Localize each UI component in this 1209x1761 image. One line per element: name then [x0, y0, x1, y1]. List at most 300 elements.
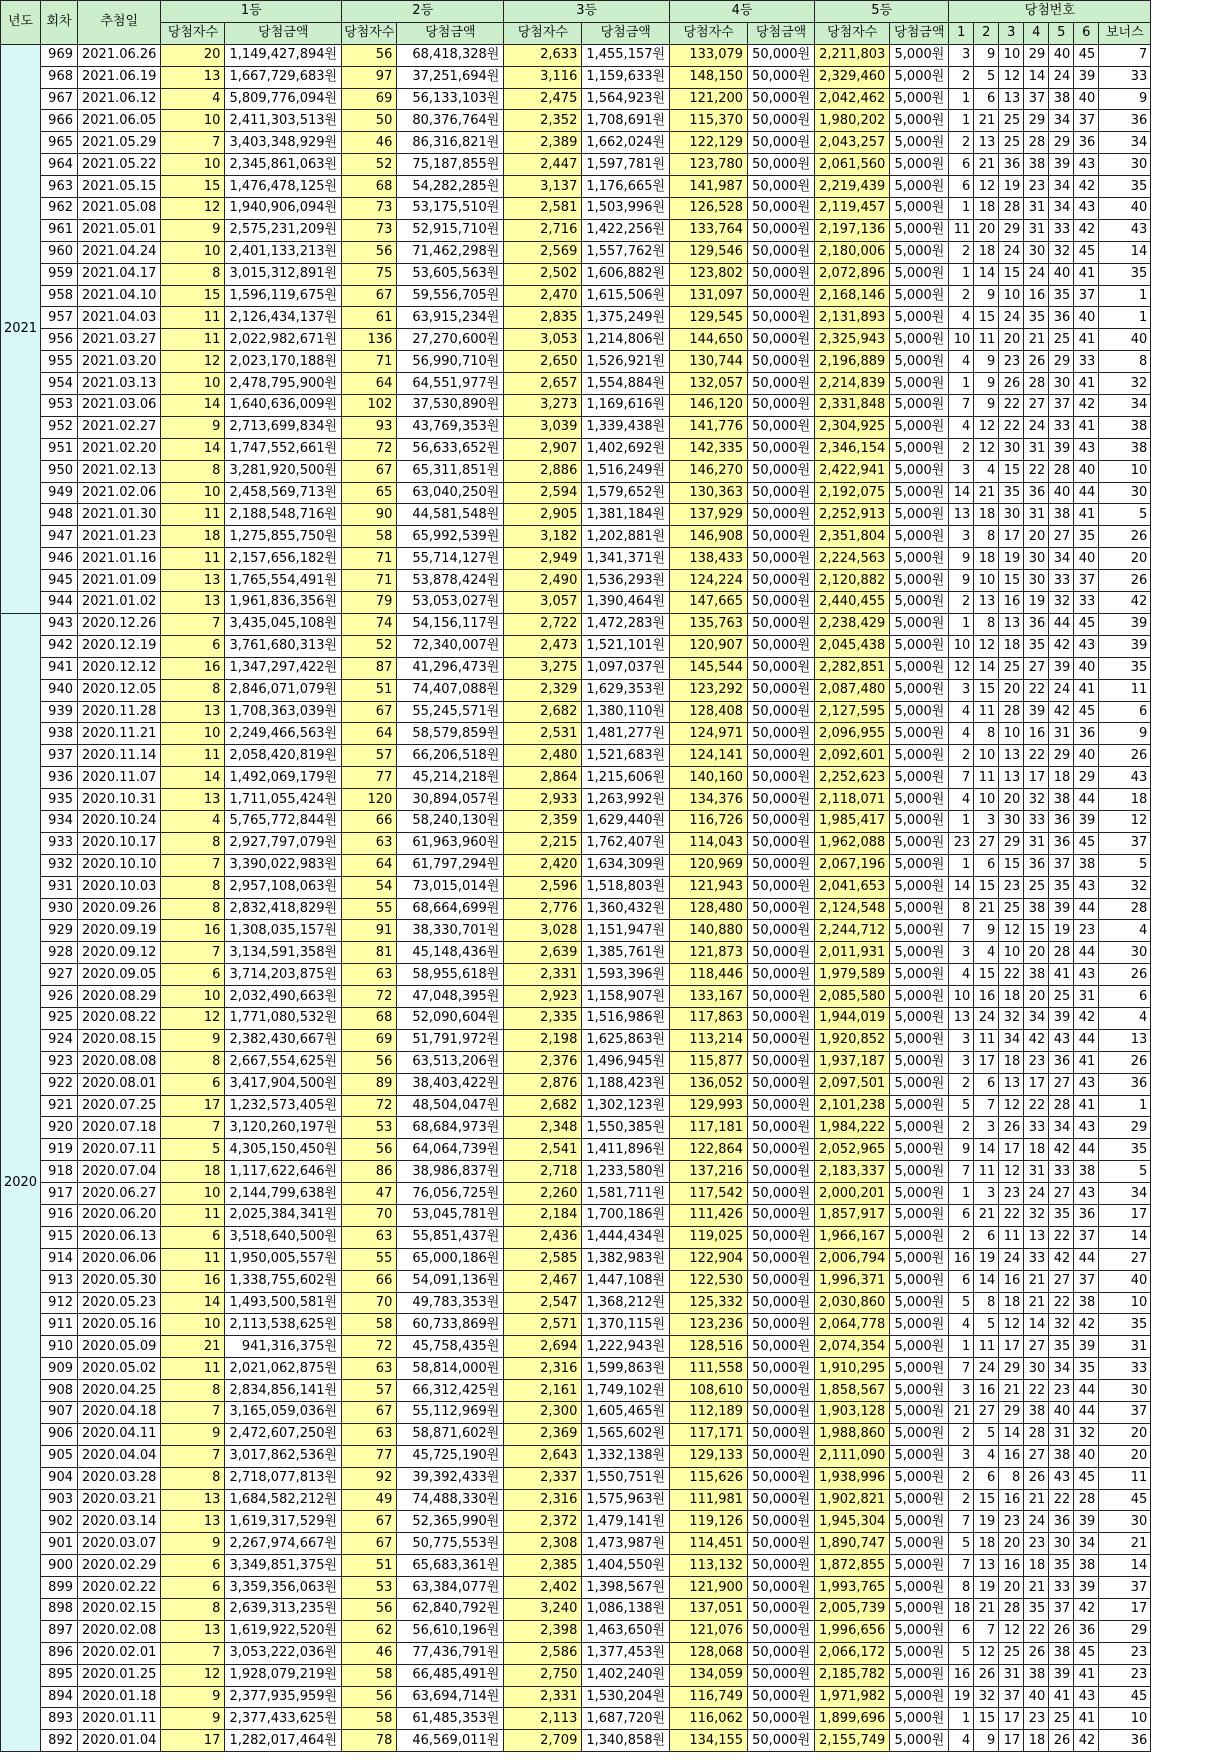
num-6-cell: 35: [1074, 526, 1099, 548]
num-3-cell: 12: [999, 66, 1024, 88]
num-1-cell: 1: [949, 110, 974, 132]
num-6-cell: 43: [1074, 154, 1099, 176]
round-cell: 955: [41, 351, 78, 373]
bonus-cell: 7: [1099, 44, 1151, 66]
round-cell: 916: [41, 1204, 78, 1226]
amount-4-cell: 50,000원: [748, 592, 815, 614]
num-6-cell: 36: [1074, 1204, 1099, 1226]
num-1-cell: 3: [949, 526, 974, 548]
round-cell: 932: [41, 854, 78, 876]
num-5-cell: 36: [1049, 307, 1074, 329]
amount-1-cell: 2,377,433,625원: [225, 1708, 342, 1730]
table-row: [1, 1664, 1151, 1686]
amount-3-cell: 1,214,806원: [582, 329, 670, 351]
num-3-cell: 16: [999, 1555, 1024, 1577]
table-row: [1, 373, 1151, 395]
header-winners-2: 당첨자수: [342, 22, 397, 44]
winners-5-cell: 2,238,429: [815, 613, 890, 635]
amount-2-cell: 58,240,130원: [397, 810, 504, 832]
amount-1-cell: 1,928,079,219원: [225, 1664, 342, 1686]
winners-5-cell: 1,945,304: [815, 1511, 890, 1533]
table-row: [1, 1445, 1151, 1467]
amount-4-cell: 50,000원: [748, 964, 815, 986]
winners-2-cell: 93: [342, 416, 397, 438]
winners-3-cell: 2,385: [504, 1555, 582, 1577]
num-3-cell: 34: [999, 1029, 1024, 1051]
num-6-cell: 45: [1074, 1467, 1099, 1489]
table-row: [1, 1358, 1151, 1380]
table-row: [1, 789, 1151, 811]
num-2-cell: 14: [974, 657, 999, 679]
winners-1-cell: 13: [161, 1620, 225, 1642]
winners-3-cell: 2,198: [504, 1029, 582, 1051]
num-5-cell: 27: [1049, 1183, 1074, 1205]
bonus-cell: 4: [1099, 1007, 1151, 1029]
date-cell: 2021.04.03: [78, 307, 161, 329]
winners-4-cell: 117,181: [670, 1117, 748, 1139]
winners-2-cell: 102: [342, 395, 397, 417]
winners-3-cell: 2,876: [504, 1073, 582, 1095]
num-3-cell: 31: [999, 1664, 1024, 1686]
num-5-cell: 24: [1049, 679, 1074, 701]
table-row: [1, 679, 1151, 701]
winners-2-cell: 67: [342, 460, 397, 482]
year-cell: 2020: [1, 613, 41, 1751]
header-winners-3: 당첨자수: [504, 22, 582, 44]
bonus-cell: 11: [1099, 1467, 1151, 1489]
date-cell: 2020.06.13: [78, 1226, 161, 1248]
winners-5-cell: 2,131,893: [815, 307, 890, 329]
num-1-cell: 2: [949, 285, 974, 307]
winners-5-cell: 2,092,601: [815, 745, 890, 767]
round-cell: 929: [41, 920, 78, 942]
amount-1-cell: 1,619,317,529원: [225, 1511, 342, 1533]
winners-5-cell: 2,101,238: [815, 1095, 890, 1117]
num-4-cell: 21: [1024, 1292, 1049, 1314]
winners-3-cell: 2,502: [504, 263, 582, 285]
amount-3-cell: 1,377,453원: [582, 1642, 670, 1664]
table-row: [1, 176, 1151, 198]
num-1-cell: 2: [949, 1489, 974, 1511]
table-row: [1, 570, 1151, 592]
table-row: [1, 1314, 1151, 1336]
winners-3-cell: 2,864: [504, 767, 582, 789]
num-5-cell: 38: [1049, 504, 1074, 526]
round-cell: 942: [41, 635, 78, 657]
num-5-cell: 22: [1049, 1489, 1074, 1511]
winners-3-cell: 2,886: [504, 460, 582, 482]
bonus-cell: 34: [1099, 395, 1151, 417]
amount-5-cell: 5,000원: [890, 198, 949, 220]
num-5-cell: 39: [1049, 898, 1074, 920]
date-cell: 2020.05.09: [78, 1336, 161, 1358]
num-4-cell: 21: [1024, 1270, 1049, 1292]
winners-4-cell: 112,189: [670, 1402, 748, 1424]
amount-5-cell: 5,000원: [890, 460, 949, 482]
num-4-cell: 21: [1024, 1489, 1049, 1511]
winners-2-cell: 72: [342, 1095, 397, 1117]
num-6-cell: 44: [1074, 1248, 1099, 1270]
winners-5-cell: 2,085,580: [815, 986, 890, 1008]
amount-5-cell: 5,000원: [890, 263, 949, 285]
amount-3-cell: 1,479,141원: [582, 1511, 670, 1533]
amount-2-cell: 54,156,117원: [397, 613, 504, 635]
winners-5-cell: 2,282,851: [815, 657, 890, 679]
header-prize-3: 3등: [504, 1, 670, 23]
table-row: [1, 241, 1151, 263]
amount-2-cell: 51,791,972원: [397, 1029, 504, 1051]
round-cell: 923: [41, 1051, 78, 1073]
num-2-cell: 7: [974, 1620, 999, 1642]
num-4-cell: 23: [1024, 1708, 1049, 1730]
num-2-cell: 12: [974, 1642, 999, 1664]
table-row: [1, 1511, 1151, 1533]
winners-4-cell: 118,446: [670, 964, 748, 986]
amount-3-cell: 1,463,650원: [582, 1620, 670, 1642]
num-3-cell: 14: [999, 1423, 1024, 1445]
winners-5-cell: 1,937,187: [815, 1051, 890, 1073]
winners-4-cell: 145,544: [670, 657, 748, 679]
winners-3-cell: 3,057: [504, 592, 582, 614]
num-1-cell: 4: [949, 1730, 974, 1752]
bonus-cell: 27: [1099, 1248, 1151, 1270]
num-4-cell: 23: [1024, 1533, 1049, 1555]
winners-1-cell: 8: [161, 1467, 225, 1489]
winners-2-cell: 66: [342, 1270, 397, 1292]
amount-3-cell: 1,662,024원: [582, 132, 670, 154]
winners-4-cell: 116,749: [670, 1686, 748, 1708]
amount-5-cell: 5,000원: [890, 1095, 949, 1117]
winners-4-cell: 128,480: [670, 898, 748, 920]
num-6-cell: 40: [1074, 745, 1099, 767]
bonus-cell: 35: [1099, 263, 1151, 285]
winners-5-cell: 1,857,917: [815, 1204, 890, 1226]
amount-4-cell: 50,000원: [748, 373, 815, 395]
amount-1-cell: 2,126,434,137원: [225, 307, 342, 329]
round-cell: 968: [41, 66, 78, 88]
num-4-cell: 23: [1024, 176, 1049, 198]
amount-2-cell: 66,485,491원: [397, 1664, 504, 1686]
winners-1-cell: 9: [161, 1686, 225, 1708]
amount-5-cell: 5,000원: [890, 1073, 949, 1095]
num-3-cell: 24: [999, 307, 1024, 329]
winners-3-cell: 2,420: [504, 854, 582, 876]
amount-5-cell: 5,000원: [890, 329, 949, 351]
amount-1-cell: 5,809,776,094원: [225, 88, 342, 110]
bonus-cell: 35: [1099, 176, 1151, 198]
date-cell: 2020.01.25: [78, 1664, 161, 1686]
amount-5-cell: 5,000원: [890, 351, 949, 373]
num-6-cell: 34: [1074, 1533, 1099, 1555]
winners-2-cell: 55: [342, 898, 397, 920]
amount-3-cell: 1,708,691원: [582, 110, 670, 132]
winners-5-cell: 2,351,804: [815, 526, 890, 548]
round-cell: 949: [41, 482, 78, 504]
amount-3-cell: 1,215,606원: [582, 767, 670, 789]
num-2-cell: 18: [974, 1533, 999, 1555]
winners-3-cell: 2,348: [504, 1117, 582, 1139]
winners-4-cell: 147,665: [670, 592, 748, 614]
date-cell: 2021.01.23: [78, 526, 161, 548]
amount-2-cell: 37,251,694원: [397, 66, 504, 88]
winners-3-cell: 2,402: [504, 1577, 582, 1599]
num-1-cell: 6: [949, 176, 974, 198]
num-3-cell: 17: [999, 1139, 1024, 1161]
winners-5-cell: 2,042,462: [815, 88, 890, 110]
num-1-cell: 14: [949, 876, 974, 898]
winners-5-cell: 1,903,128: [815, 1402, 890, 1424]
num-3-cell: 15: [999, 570, 1024, 592]
num-5-cell: 33: [1049, 1577, 1074, 1599]
round-cell: 958: [41, 285, 78, 307]
amount-3-cell: 1,411,896원: [582, 1139, 670, 1161]
amount-1-cell: 3,053,222,036원: [225, 1642, 342, 1664]
winners-2-cell: 46: [342, 1642, 397, 1664]
amount-4-cell: 50,000원: [748, 1161, 815, 1183]
amount-2-cell: 54,282,285원: [397, 176, 504, 198]
table-row: [1, 1051, 1151, 1073]
winners-4-cell: 126,528: [670, 198, 748, 220]
num-1-cell: 4: [949, 351, 974, 373]
winners-5-cell: 2,124,548: [815, 898, 890, 920]
num-2-cell: 13: [974, 132, 999, 154]
amount-5-cell: 5,000원: [890, 679, 949, 701]
date-cell: 2020.05.02: [78, 1358, 161, 1380]
num-3-cell: 22: [999, 964, 1024, 986]
num-2-cell: 11: [974, 329, 999, 351]
num-6-cell: 45: [1074, 832, 1099, 854]
amount-2-cell: 64,551,977원: [397, 373, 504, 395]
amount-1-cell: 1,275,855,750원: [225, 526, 342, 548]
table-row: [1, 1117, 1151, 1139]
date-cell: 2020.02.15: [78, 1599, 161, 1621]
amount-3-cell: 1,749,102원: [582, 1380, 670, 1402]
winners-3-cell: 2,369: [504, 1423, 582, 1445]
num-4-cell: 22: [1024, 745, 1049, 767]
winners-5-cell: 1,980,202: [815, 110, 890, 132]
amount-1-cell: 2,249,466,563원: [225, 723, 342, 745]
bonus-cell: 36: [1099, 1073, 1151, 1095]
winners-3-cell: 2,585: [504, 1248, 582, 1270]
winners-4-cell: 122,864: [670, 1139, 748, 1161]
winners-5-cell: 2,304,925: [815, 416, 890, 438]
winners-5-cell: 1,920,852: [815, 1029, 890, 1051]
num-1-cell: 3: [949, 679, 974, 701]
num-5-cell: 44: [1049, 613, 1074, 635]
winners-2-cell: 63: [342, 1423, 397, 1445]
amount-2-cell: 53,053,027원: [397, 592, 504, 614]
winners-2-cell: 79: [342, 592, 397, 614]
winners-1-cell: 12: [161, 198, 225, 220]
table-row: [1, 504, 1151, 526]
round-cell: 936: [41, 767, 78, 789]
amount-1-cell: 3,518,640,500원: [225, 1226, 342, 1248]
round-cell: 957: [41, 307, 78, 329]
amount-1-cell: 2,957,108,063원: [225, 876, 342, 898]
bonus-cell: 10: [1099, 1292, 1151, 1314]
amount-4-cell: 50,000원: [748, 1423, 815, 1445]
num-3-cell: 25: [999, 110, 1024, 132]
num-6-cell: 41: [1074, 504, 1099, 526]
amount-4-cell: 50,000원: [748, 1007, 815, 1029]
num-6-cell: 39: [1074, 810, 1099, 832]
header-numbers: 당첨번호: [949, 1, 1151, 23]
bonus-cell: 35: [1099, 1314, 1151, 1336]
amount-2-cell: 73,015,014원: [397, 876, 504, 898]
num-6-cell: 44: [1074, 898, 1099, 920]
amount-4-cell: 50,000원: [748, 132, 815, 154]
num-1-cell: 3: [949, 1445, 974, 1467]
num-5-cell: 27: [1049, 1270, 1074, 1292]
winners-4-cell: 144,650: [670, 329, 748, 351]
amount-3-cell: 1,526,921원: [582, 351, 670, 373]
num-4-cell: 38: [1024, 1664, 1049, 1686]
winners-1-cell: 6: [161, 1073, 225, 1095]
winners-5-cell: 2,097,501: [815, 1073, 890, 1095]
winners-5-cell: 2,118,071: [815, 789, 890, 811]
round-cell: 939: [41, 701, 78, 723]
winners-4-cell: 115,626: [670, 1467, 748, 1489]
winners-4-cell: 114,043: [670, 832, 748, 854]
winners-1-cell: 9: [161, 1533, 225, 1555]
num-2-cell: 19: [974, 1511, 999, 1533]
num-6-cell: 41: [1074, 416, 1099, 438]
num-3-cell: 18: [999, 986, 1024, 1008]
num-2-cell: 14: [974, 1270, 999, 1292]
num-4-cell: 20: [1024, 986, 1049, 1008]
winners-5-cell: 2,045,438: [815, 635, 890, 657]
winners-3-cell: 2,470: [504, 285, 582, 307]
num-1-cell: 7: [949, 767, 974, 789]
winners-5-cell: 2,000,201: [815, 1183, 890, 1205]
bonus-cell: 26: [1099, 964, 1151, 986]
amount-2-cell: 38,403,422원: [397, 1073, 504, 1095]
table-row: [1, 88, 1151, 110]
table-row: [1, 1270, 1151, 1292]
num-2-cell: 8: [974, 613, 999, 635]
table-row: [1, 1204, 1151, 1226]
round-cell: 946: [41, 548, 78, 570]
num-1-cell: 2: [949, 1226, 974, 1248]
date-cell: 2020.05.16: [78, 1314, 161, 1336]
num-5-cell: 35: [1049, 876, 1074, 898]
num-2-cell: 8: [974, 723, 999, 745]
bonus-cell: 40: [1099, 329, 1151, 351]
winners-1-cell: 11: [161, 329, 225, 351]
winners-3-cell: 2,331: [504, 964, 582, 986]
amount-4-cell: 50,000원: [748, 44, 815, 66]
date-cell: 2021.03.13: [78, 373, 161, 395]
amount-4-cell: 50,000원: [748, 767, 815, 789]
winners-5-cell: 2,072,896: [815, 263, 890, 285]
amount-4-cell: 50,000원: [748, 110, 815, 132]
winners-5-cell: 2,196,889: [815, 351, 890, 373]
amount-4-cell: 50,000원: [748, 66, 815, 88]
num-5-cell: 27: [1049, 526, 1074, 548]
date-cell: 2020.10.17: [78, 832, 161, 854]
num-3-cell: 22: [999, 416, 1024, 438]
num-1-cell: 4: [949, 701, 974, 723]
header-prize-4: 4등: [670, 1, 815, 23]
amount-5-cell: 5,000원: [890, 1292, 949, 1314]
table-row: [1, 329, 1151, 351]
num-6-cell: 38: [1074, 1555, 1099, 1577]
amount-4-cell: 50,000원: [748, 613, 815, 635]
winners-3-cell: 2,750: [504, 1664, 582, 1686]
winners-1-cell: 7: [161, 854, 225, 876]
num-2-cell: 18: [974, 241, 999, 263]
table-row: [1, 832, 1151, 854]
round-cell: 924: [41, 1029, 78, 1051]
winners-2-cell: 54: [342, 876, 397, 898]
num-6-cell: 39: [1074, 1577, 1099, 1599]
amount-3-cell: 1,375,249원: [582, 307, 670, 329]
amount-3-cell: 1,097,037원: [582, 657, 670, 679]
num-5-cell: 22: [1049, 1226, 1074, 1248]
winners-1-cell: 8: [161, 1599, 225, 1621]
amount-1-cell: 1,708,363,039원: [225, 701, 342, 723]
winners-2-cell: 67: [342, 1511, 397, 1533]
winners-3-cell: 2,682: [504, 1095, 582, 1117]
table-row: [1, 1686, 1151, 1708]
round-cell: 951: [41, 438, 78, 460]
amount-5-cell: 5,000원: [890, 964, 949, 986]
bonus-cell: 40: [1099, 198, 1151, 220]
winners-3-cell: 3,275: [504, 657, 582, 679]
amount-1-cell: 2,058,420,819원: [225, 745, 342, 767]
num-3-cell: 13: [999, 745, 1024, 767]
date-cell: 2020.01.18: [78, 1686, 161, 1708]
amount-2-cell: 68,418,328원: [397, 44, 504, 66]
winners-4-cell: 120,907: [670, 635, 748, 657]
amount-5-cell: 5,000원: [890, 1117, 949, 1139]
winners-1-cell: 13: [161, 570, 225, 592]
round-cell: 893: [41, 1708, 78, 1730]
num-5-cell: 42: [1049, 635, 1074, 657]
winners-3-cell: 2,657: [504, 373, 582, 395]
date-cell: 2020.02.08: [78, 1620, 161, 1642]
round-cell: 935: [41, 789, 78, 811]
table-row: [1, 351, 1151, 373]
amount-5-cell: 5,000원: [890, 1380, 949, 1402]
num-3-cell: 29: [999, 219, 1024, 241]
table-row: [1, 1555, 1151, 1577]
num-5-cell: 31: [1049, 1423, 1074, 1445]
winners-3-cell: 2,376: [504, 1051, 582, 1073]
table-row: [1, 198, 1151, 220]
amount-5-cell: 5,000원: [890, 898, 949, 920]
num-4-cell: 22: [1024, 460, 1049, 482]
winners-5-cell: 2,252,623: [815, 767, 890, 789]
winners-5-cell: 2,211,803: [815, 44, 890, 66]
num-2-cell: 9: [974, 373, 999, 395]
amount-1-cell: 2,021,062,875원: [225, 1358, 342, 1380]
num-6-cell: 41: [1074, 1051, 1099, 1073]
num-4-cell: 38: [1024, 898, 1049, 920]
amount-1-cell: 2,667,554,625원: [225, 1051, 342, 1073]
num-4-cell: 24: [1024, 263, 1049, 285]
num-4-cell: 33: [1024, 810, 1049, 832]
num-3-cell: 12: [999, 920, 1024, 942]
num-1-cell: 7: [949, 1161, 974, 1183]
winners-5-cell: 2,329,460: [815, 66, 890, 88]
winners-4-cell: 116,726: [670, 810, 748, 832]
date-cell: 2020.04.11: [78, 1423, 161, 1445]
bonus-cell: 40: [1099, 1270, 1151, 1292]
amount-5-cell: 5,000원: [890, 504, 949, 526]
winners-1-cell: 6: [161, 635, 225, 657]
table-row: [1, 438, 1151, 460]
